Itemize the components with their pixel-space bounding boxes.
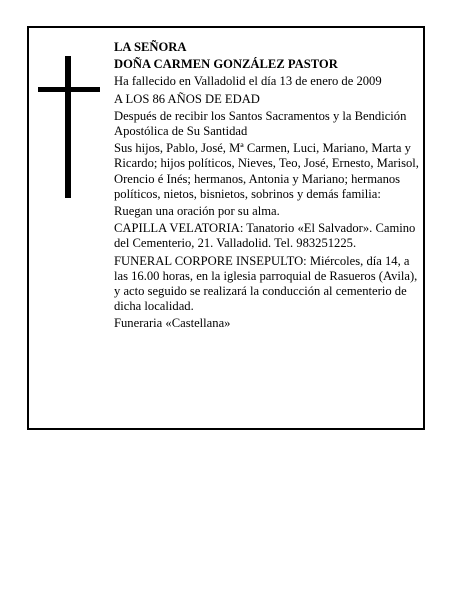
prayer-line: Ruegan una oración por su alma. — [114, 204, 280, 219]
obituary-text — [114, 40, 420, 334]
sacraments-paragraph: Después de recibir los Santos Sacramentos y la Bendición Apostólica de Su Santidad — [114, 108, 407, 139]
funeral-home: Funeraria «Castellana» — [114, 316, 231, 331]
deceased-name: DOÑA CARMEN GONZÁLEZ PASTOR — [114, 57, 338, 72]
cross-horizontal-bar — [38, 87, 100, 92]
death-announcement: Ha fallecido en Valladolid el día 13 de enero de 2009 — [114, 74, 382, 89]
title-line-1: LA SEÑORA — [114, 40, 187, 54]
cross-vertical-bar — [65, 56, 71, 198]
age-line: A LOS 86 AÑOS DE EDAD — [114, 91, 260, 106]
family-paragraph: Sus hijos, Pablo, José, Mª Carmen, Luci, Mariano, Marta y Ricardo; hijos políticos, Nieves, Teo, José, Ernesto, Marisol, Orencio é Inés; hermanos, Antonia y Mariano; hermanos políticos, nietos, bisnietos, sobrinos y demás familia: — [114, 141, 419, 201]
chapel-paragraph: CAPILLA VELATORIA: Tanatorio «El Salvador». Camino del Cementerio, 21. Valladolid. Tel. 983251225. — [114, 221, 416, 251]
cross-icon — [38, 56, 100, 198]
funeral-paragraph: FUNERAL CORPORE INSEPULTO: Miércoles, día 14, a las 16.00 horas, en la iglesia parroquial de Rasueros (Avila), y acto seguido se realizará la conducción al cementerio de dicha localidad. — [114, 253, 418, 314]
